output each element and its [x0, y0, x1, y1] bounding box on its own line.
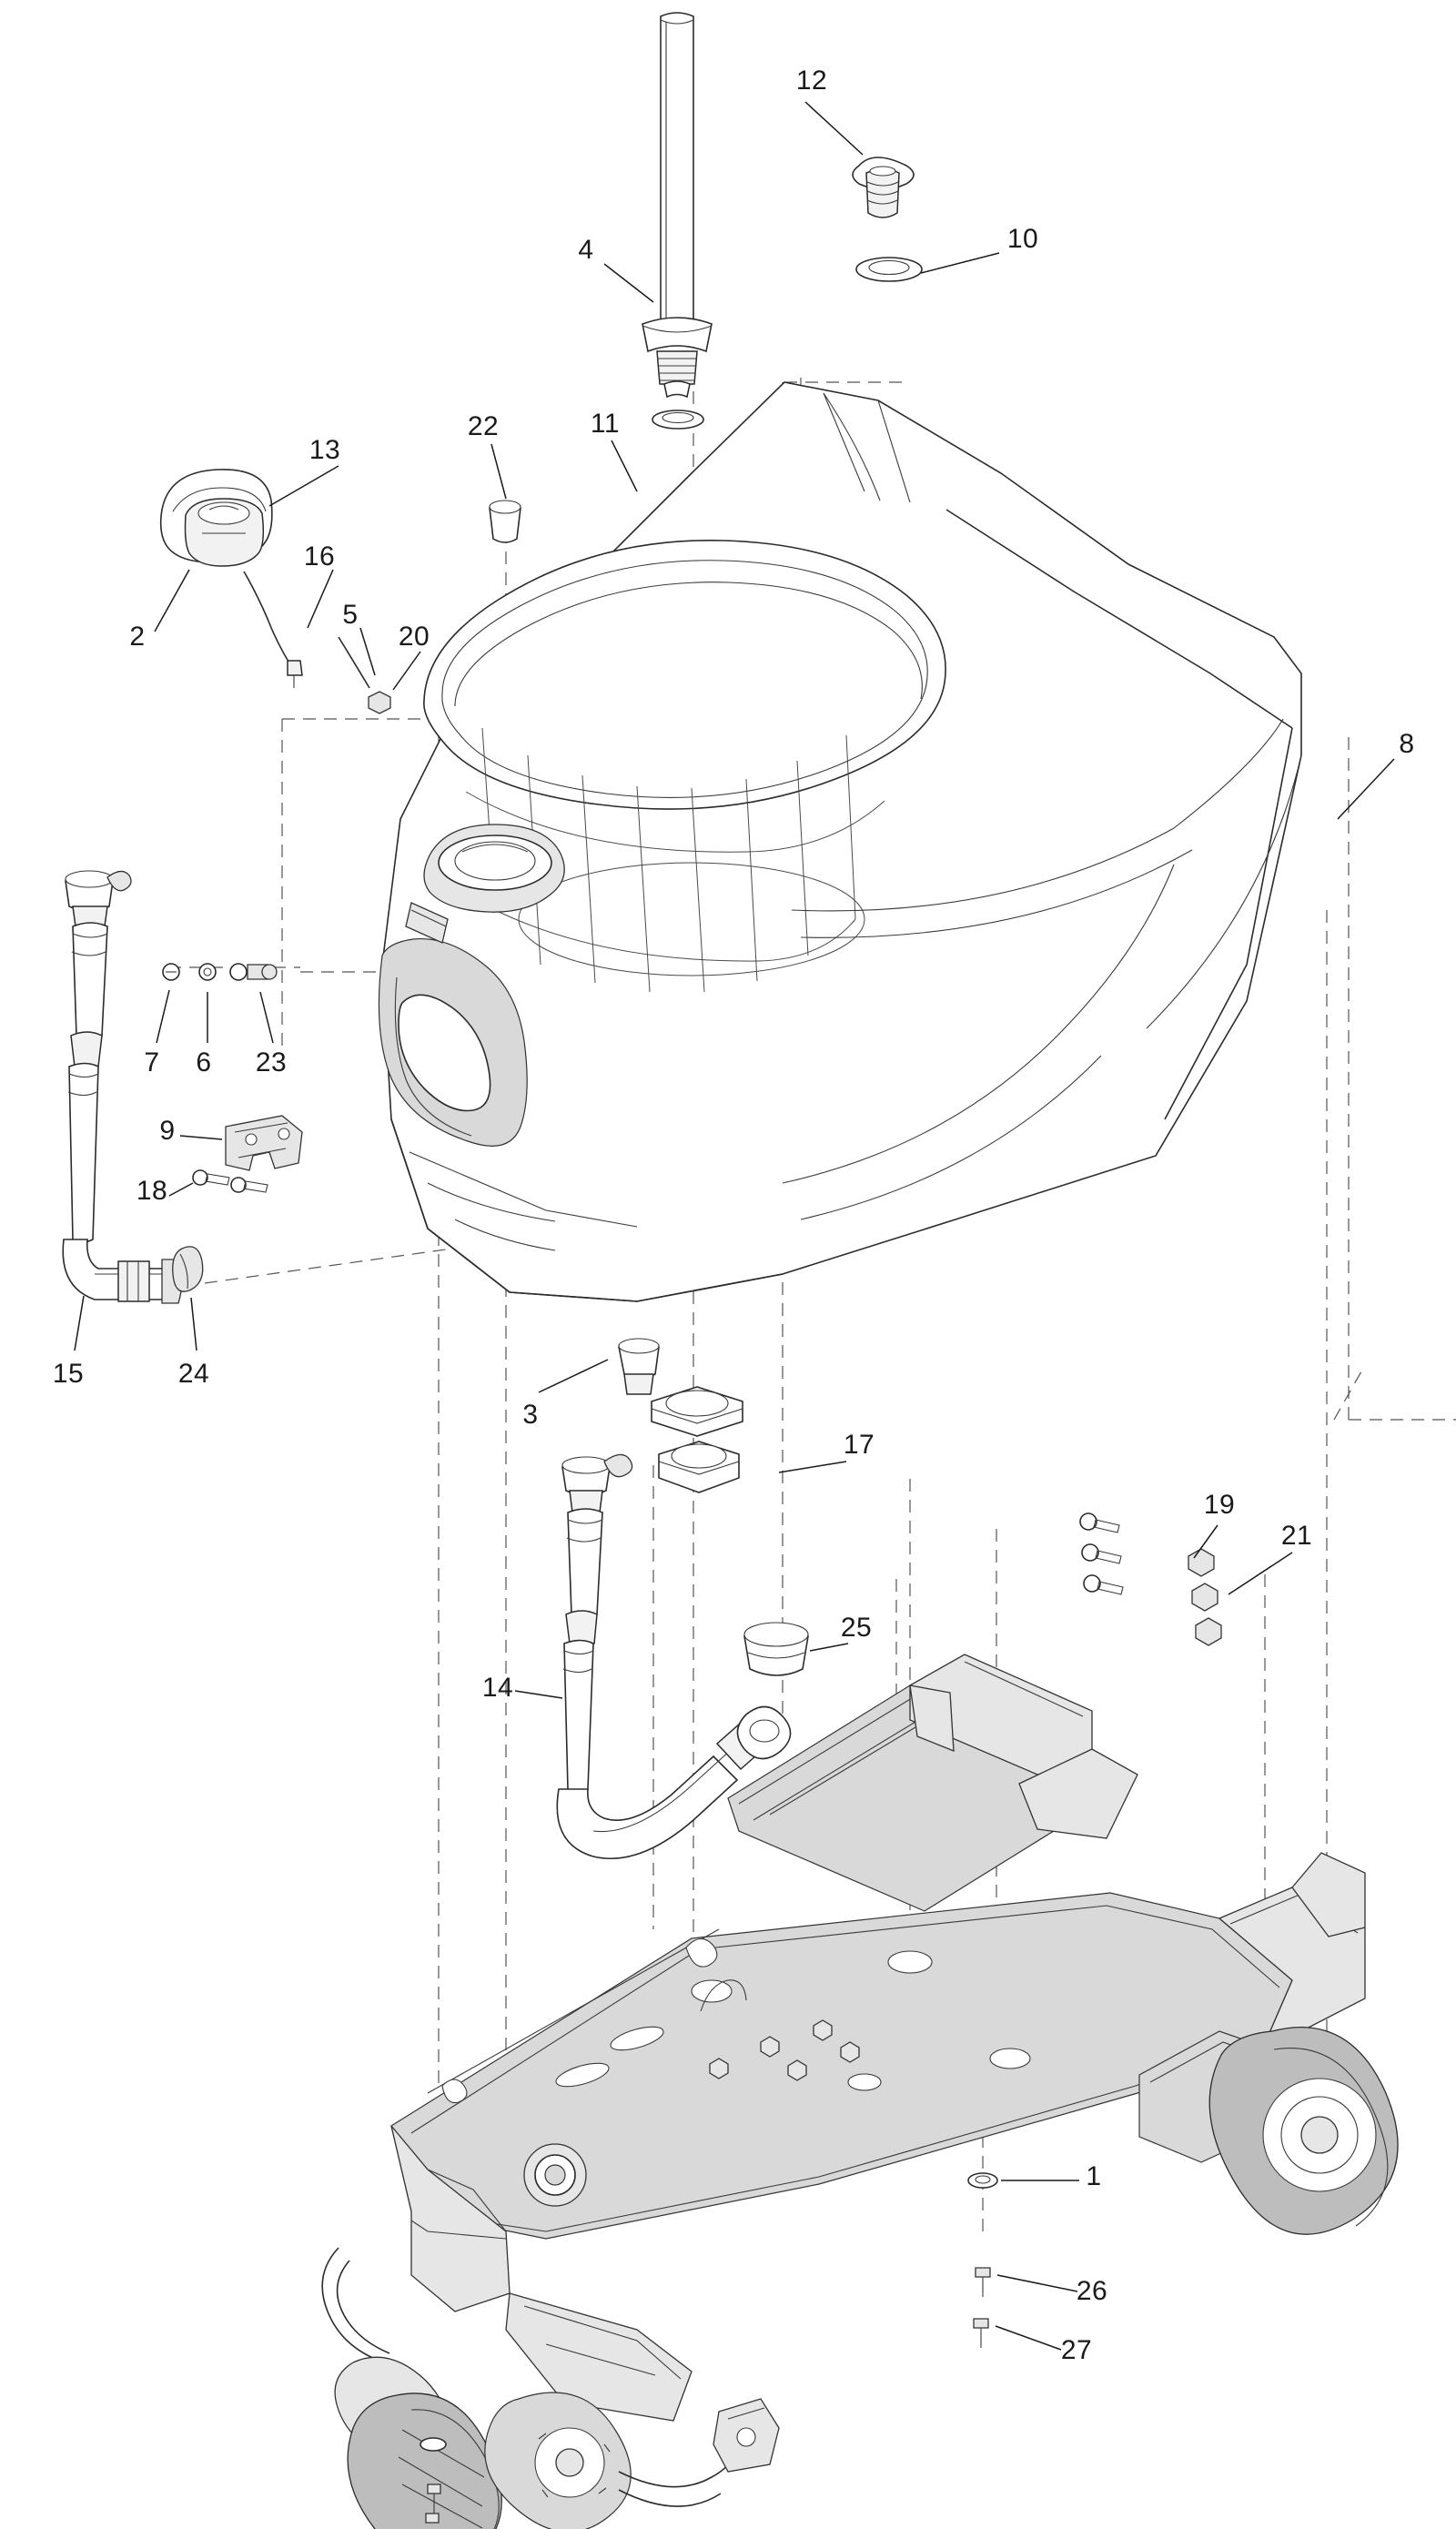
- callout-16: 16: [303, 541, 336, 572]
- callout-11: 11: [590, 409, 621, 439]
- callout-23: 23: [255, 1047, 288, 1077]
- part-21-nuts: [1188, 1549, 1221, 1645]
- callout-5: 5: [342, 600, 359, 630]
- part-1-frame-chassis: [322, 1654, 1398, 2529]
- part-9-bracket: [226, 1116, 302, 1170]
- part-19-bolts: [1080, 1513, 1123, 1594]
- part-16-tether: [244, 572, 302, 688]
- callout-24: 24: [177, 1359, 210, 1389]
- part-11-gasket-ring: [652, 410, 703, 429]
- callout-27: 27: [1060, 2335, 1093, 2365]
- callout-21: 21: [1280, 1521, 1313, 1551]
- callout-4: 4: [578, 235, 594, 265]
- callout-14: 14: [481, 1673, 514, 1703]
- callout-9: 9: [159, 1116, 176, 1146]
- part-20-nut: [369, 692, 390, 713]
- callout-2: 2: [129, 622, 146, 652]
- part-17-lock-nut: [652, 1387, 743, 1492]
- part-12-grommet: [853, 157, 914, 217]
- part-7-screw: [163, 964, 179, 980]
- part-23-spacer: [230, 964, 277, 980]
- part-24-plug: [173, 1247, 203, 1291]
- callout-15: 15: [52, 1359, 85, 1389]
- callout-20: 20: [398, 622, 430, 652]
- part-25-collar: [744, 1623, 808, 1675]
- callout-13: 13: [308, 435, 341, 465]
- part-4-standpipe: [642, 13, 712, 397]
- part-22-plug: [490, 501, 521, 542]
- part-6-washer: [199, 964, 216, 980]
- part-3-elbow-fitting: [619, 1339, 659, 1394]
- callout-10: 10: [1006, 224, 1039, 254]
- callout-3: 3: [522, 1400, 539, 1430]
- callout-22: 22: [467, 411, 500, 441]
- callout-17: 17: [843, 1430, 875, 1460]
- callout-12: 12: [795, 66, 828, 96]
- part-15-filler-hose: [63, 871, 182, 1303]
- callout-6: 6: [196, 1047, 212, 1077]
- callout-7: 7: [144, 1047, 160, 1077]
- part-13-cap: [161, 470, 272, 566]
- callout-19: 19: [1203, 1490, 1236, 1520]
- callout-1: 1: [1086, 2161, 1102, 2191]
- callout-8: 8: [1399, 729, 1415, 759]
- part-18-screws: [193, 1170, 268, 1192]
- callout-18: 18: [136, 1176, 168, 1206]
- callout-26: 26: [1076, 2276, 1108, 2306]
- part-10-washer: [856, 258, 922, 281]
- callout-25: 25: [840, 1613, 873, 1643]
